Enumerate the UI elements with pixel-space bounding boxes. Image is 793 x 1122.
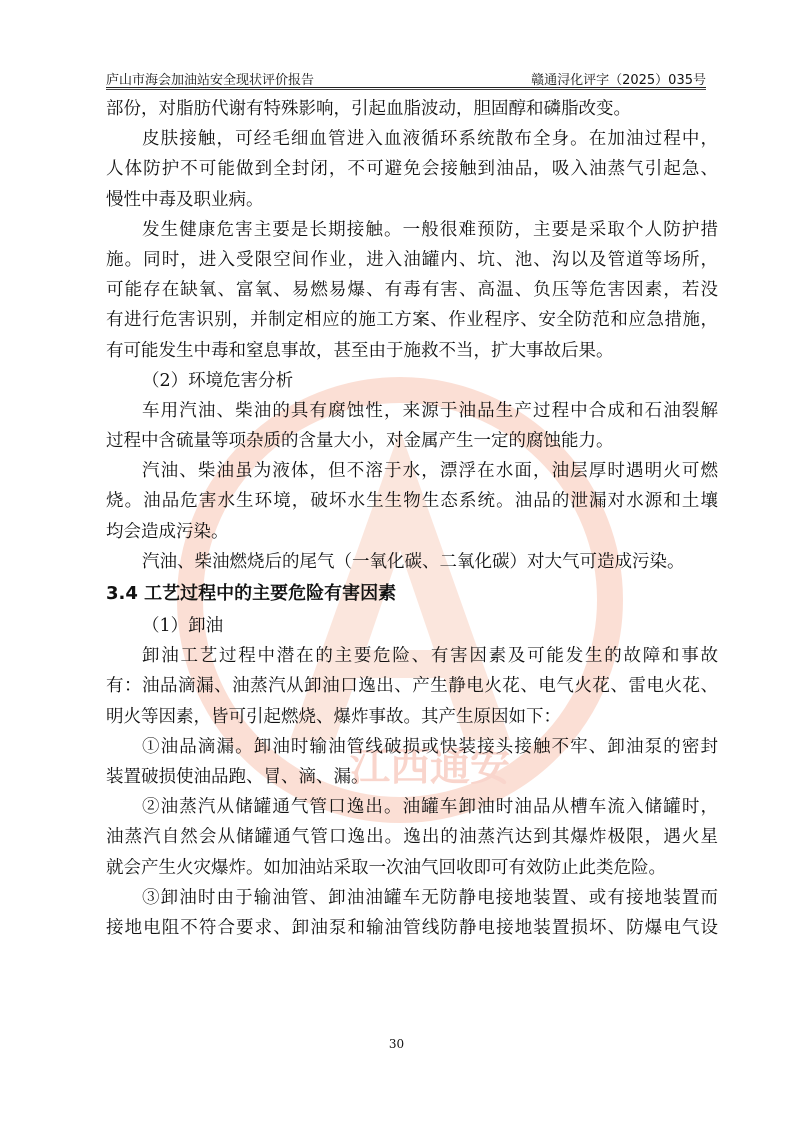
body-text-line: 皮肤接触，可经毛细血管进入血液循环系统散布全身。在加油过程中， xyxy=(142,129,718,150)
body-text-line: 就会产生火灾爆炸。如加油站采取一次油气回收即可有效防止此类危险。 xyxy=(106,857,666,878)
body-text-line: 发生健康危害主要是长期接触。一般很难预防，主要是采取个人防护措 xyxy=(142,219,718,240)
watermark-ribbon-text: 江西通安 xyxy=(350,744,510,790)
page-header xyxy=(106,66,706,88)
body-text-line: 有可能发生中毒和窒息事故，甚至由于施救不当，扩大事故后果。 xyxy=(106,340,614,361)
body-text-line: ③卸油时由于输油管、卸油油罐车无防静电接地装置、或有接地装置而 xyxy=(142,887,718,908)
body-text-line: （1）卸油 xyxy=(142,616,224,636)
body-text-line: （2）环境危害分析 xyxy=(142,370,294,391)
body-text-line: 油蒸汽自然会从储罐通气管口逸出。逸出的油蒸汽达到其爆炸极限，遇火星 xyxy=(106,827,718,848)
body-text-line: 接地电阻不符合要求、卸油泵和输油管线防静电接地装置损坏、防爆电气设 xyxy=(106,917,718,938)
header-divider xyxy=(106,87,706,88)
header-divider-thin xyxy=(106,89,706,90)
body-text-line: 部份，对脂肪代谢有特殊影响，引起血脂波动，胆固醇和磷脂改变。 xyxy=(106,99,631,119)
body-text-line: 施。同时，进入受限空间作业，进入油罐内、坑、池、沟以及管道等场所， xyxy=(106,249,718,270)
body-text-line: 人体防护不可能做到全封闭，不可避免会接触到油品，吸入油蒸气引起急、 xyxy=(106,159,718,180)
body-text-line: 过程中含硫量等项杂质的含量大小，对金属产生一定的腐蚀能力。 xyxy=(106,431,614,452)
body-text-line: 可能存在缺氧、富氧、易燃易爆、有毒有害、高温、负压等危害因素，若没 xyxy=(106,280,718,301)
body-text-line: ①油品滴漏。卸油时输油管线破损或快装接头接触不牢、卸油泵的密封 xyxy=(142,736,718,757)
body-text-line: 卸油工艺过程中潜在的主要危险、有害因素及可能发生的故障和事故 xyxy=(142,646,718,667)
header-document-number: 赣通浔化评字（2025）035号 xyxy=(531,73,706,88)
body-text-line: 有进行危害识别，并制定相应的施工方案、作业程序、安全防范和应急措施， xyxy=(106,310,718,331)
section-heading: 3.4 工艺过程中的主要危险有害因素 xyxy=(106,583,397,604)
body-text-line: 汽油、柴油虽为液体，但不溶于水，漂浮在水面，油层厚时遇明火可燃 xyxy=(142,461,718,482)
header-report-title: 庐山市海会加油站安全现状评价报告 xyxy=(106,73,315,88)
body-text-line: 装置破损使油品跑、冒、滴、漏。 xyxy=(106,766,369,787)
body-text-line: 汽油、柴油燃烧后的尾气（一氧化碳、二氧化碳）对大气可造成污染。 xyxy=(142,551,685,572)
body-text-line: 明火等因素，皆可引起燃烧、爆炸事故。其产生原因如下： xyxy=(106,706,561,727)
body-text-line: 慢性中毒及职业病。 xyxy=(106,189,264,210)
body-text-line: 车用汽油、柴油的具有腐蚀性，来源于油品生产过程中合成和石油裂解 xyxy=(142,400,718,421)
body-text-line: 均会造成污染。 xyxy=(106,521,229,542)
body-text-line: ②油蒸汽从储罐通气管口逸出。油罐车卸油时油品从槽车流入储罐时， xyxy=(142,797,718,818)
document-body xyxy=(106,94,718,943)
body-text-line: 烧。油品危害水生环境，破坏水生生物生态系统。油品的泄漏对水源和土壤 xyxy=(106,491,718,512)
body-text-line: 有：油品滴漏、油蒸汽从卸油口逸出、产生静电火花、电气火花、雷电火花、 xyxy=(106,676,718,697)
page-number: 30 xyxy=(388,1037,405,1051)
